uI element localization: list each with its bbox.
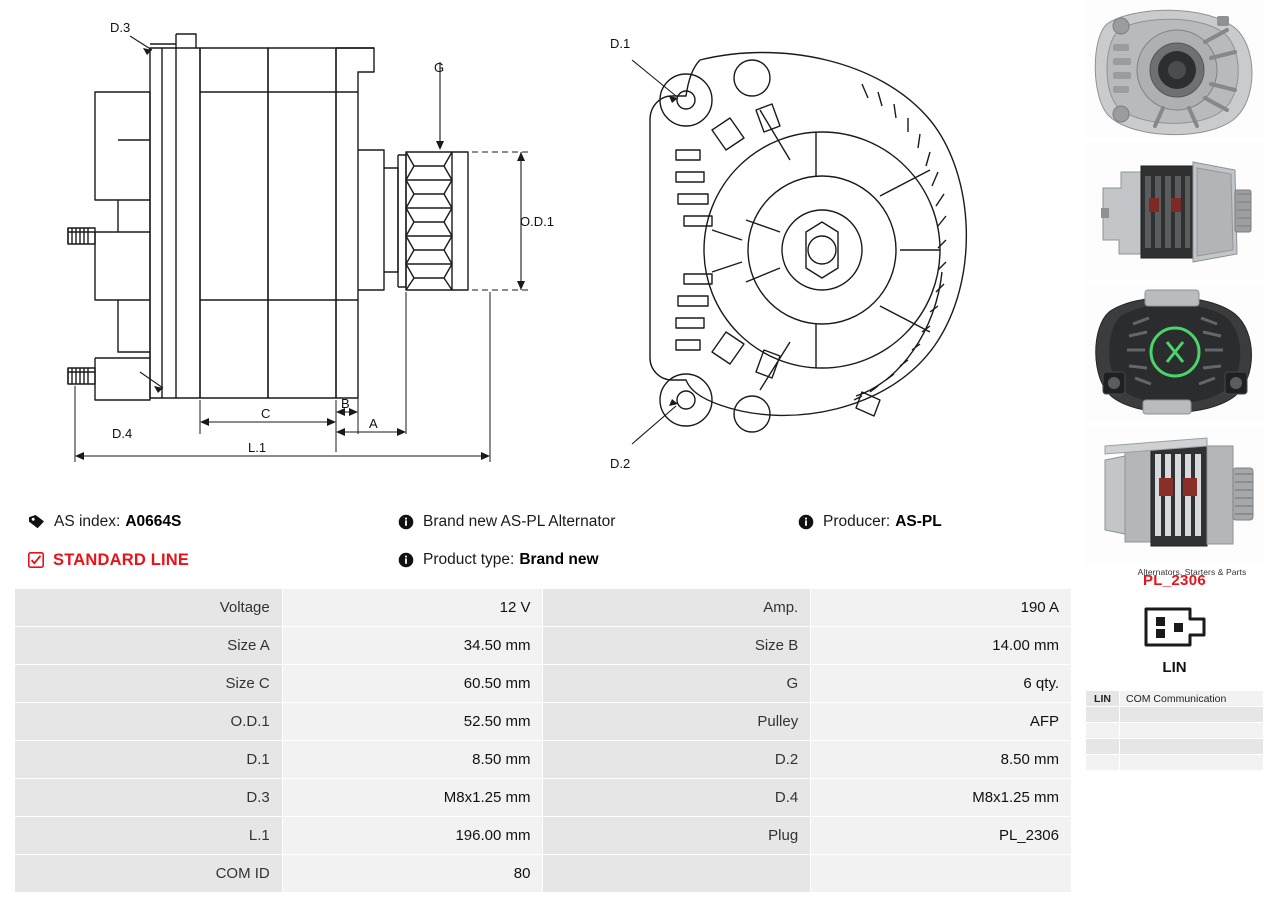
table-row <box>15 589 1072 627</box>
spec-value: 8.50 mm <box>282 741 543 779</box>
table-row <box>15 855 1072 893</box>
spec-value: 12 V <box>282 589 543 627</box>
com-bar <box>1120 739 1264 755</box>
product-type-value: Brand new <box>519 551 599 568</box>
checkbox-checked-icon <box>28 552 44 568</box>
info-circle-icon-producer <box>798 514 814 530</box>
spec-key: Size C <box>15 665 283 703</box>
spec-value: 6 qty. <box>811 665 1072 703</box>
com-bar <box>1120 755 1264 771</box>
com-row-filler <box>1086 707 1264 723</box>
spec-value: PL_2306 <box>811 817 1072 855</box>
info-circle-icon <box>398 514 414 530</box>
table-row <box>15 741 1072 779</box>
label-l1: L.1 <box>248 440 267 455</box>
spec-key: Amp. <box>543 589 811 627</box>
com-bar <box>1120 707 1264 723</box>
plug-label: LIN <box>1162 659 1187 676</box>
spec-key: Voltage <box>15 589 283 627</box>
product-photo-front[interactable] <box>1085 0 1264 138</box>
plug-connector-icon <box>1085 601 1264 653</box>
spec-value: M8x1.25 mm <box>282 779 543 817</box>
table-row <box>15 817 1072 855</box>
product-photo-rear[interactable] <box>1085 284 1264 422</box>
spec-key: D.2 <box>543 741 811 779</box>
as-pl-logo-subtitle: Alternators, Starters & Parts <box>1137 567 1247 577</box>
product-photo-rail <box>1085 0 1264 914</box>
spec-key: COM ID <box>15 855 283 893</box>
standard-line-label: STANDARD LINE <box>53 550 190 569</box>
table-row <box>15 703 1072 741</box>
standard-line-cell <box>28 551 398 570</box>
table-row <box>15 627 1072 665</box>
label-d3: D.3 <box>110 20 131 35</box>
com-bar <box>1120 723 1264 739</box>
product-photo-pulley-side[interactable] <box>1085 426 1264 564</box>
info-circle-icon-type <box>398 552 414 568</box>
com-desc: COM Communication <box>1120 691 1264 707</box>
spec-key: D.1 <box>15 741 283 779</box>
com-bar <box>1086 755 1120 771</box>
brand-new-cell <box>398 513 798 531</box>
spec-value: 8.50 mm <box>811 741 1072 779</box>
spec-key: G <box>543 665 811 703</box>
spec-value: 190 A <box>811 589 1072 627</box>
producer-label: Producer: <box>823 513 891 530</box>
producer-cell <box>798 513 1073 531</box>
com-bar <box>1086 723 1120 739</box>
spec-key: Pulley <box>543 703 811 741</box>
spec-key: Plug <box>543 817 811 855</box>
as-index-value: A0664S <box>125 513 182 530</box>
label-b: B <box>341 396 350 411</box>
label-od1: O.D.1 <box>520 214 554 229</box>
label-d4: D.4 <box>112 426 133 441</box>
spec-table <box>14 588 1072 893</box>
spec-value: 14.00 mm <box>811 627 1072 665</box>
label-d2: D.2 <box>610 456 631 471</box>
producer-value: AS-PL <box>895 513 942 530</box>
label-c: C <box>261 406 271 421</box>
as-index-label: AS index: <box>54 513 121 530</box>
spec-key-empty <box>543 855 811 893</box>
spec-key: Size B <box>543 627 811 665</box>
spec-value: AFP <box>811 703 1072 741</box>
spec-key: O.D.1 <box>15 703 283 741</box>
info-row-2 <box>28 541 1073 579</box>
brand-new-text: Brand new AS-PL Alternator <box>423 513 616 530</box>
plug-code: PL_2306 <box>1143 572 1206 589</box>
drawing-svg <box>0 0 1070 490</box>
product-type-cell <box>398 551 798 569</box>
spec-key: L.1 <box>15 817 283 855</box>
spec-value: 60.50 mm <box>282 665 543 703</box>
com-row-filler <box>1086 755 1264 771</box>
label-a: A <box>369 416 378 431</box>
tag-icon <box>28 514 45 530</box>
table-row <box>15 779 1072 817</box>
com-row-filler <box>1086 723 1264 739</box>
spec-key: D.4 <box>543 779 811 817</box>
com-bar <box>1086 739 1120 755</box>
spec-value: 80 <box>282 855 543 893</box>
info-row-1 <box>28 503 1073 541</box>
product-info-block <box>28 503 1073 581</box>
product-type-label: Product type: <box>423 551 515 568</box>
com-bar <box>1086 707 1120 723</box>
spec-value-empty <box>811 855 1072 893</box>
com-communication-table <box>1085 690 1264 771</box>
com-code: LIN <box>1086 691 1120 707</box>
spec-key: D.3 <box>15 779 283 817</box>
spec-value: 196.00 mm <box>282 817 543 855</box>
product-photo-side[interactable] <box>1085 142 1264 280</box>
technical-drawings <box>0 0 1070 490</box>
com-row-filler <box>1086 739 1264 755</box>
spec-value: M8x1.25 mm <box>811 779 1072 817</box>
as-index-cell <box>28 513 398 531</box>
spec-value: 34.50 mm <box>282 627 543 665</box>
spec-value: 52.50 mm <box>282 703 543 741</box>
com-row <box>1086 691 1264 707</box>
label-g: G <box>434 60 445 75</box>
label-d1: D.1 <box>610 36 631 51</box>
table-row <box>15 665 1072 703</box>
spec-key: Size A <box>15 627 283 665</box>
